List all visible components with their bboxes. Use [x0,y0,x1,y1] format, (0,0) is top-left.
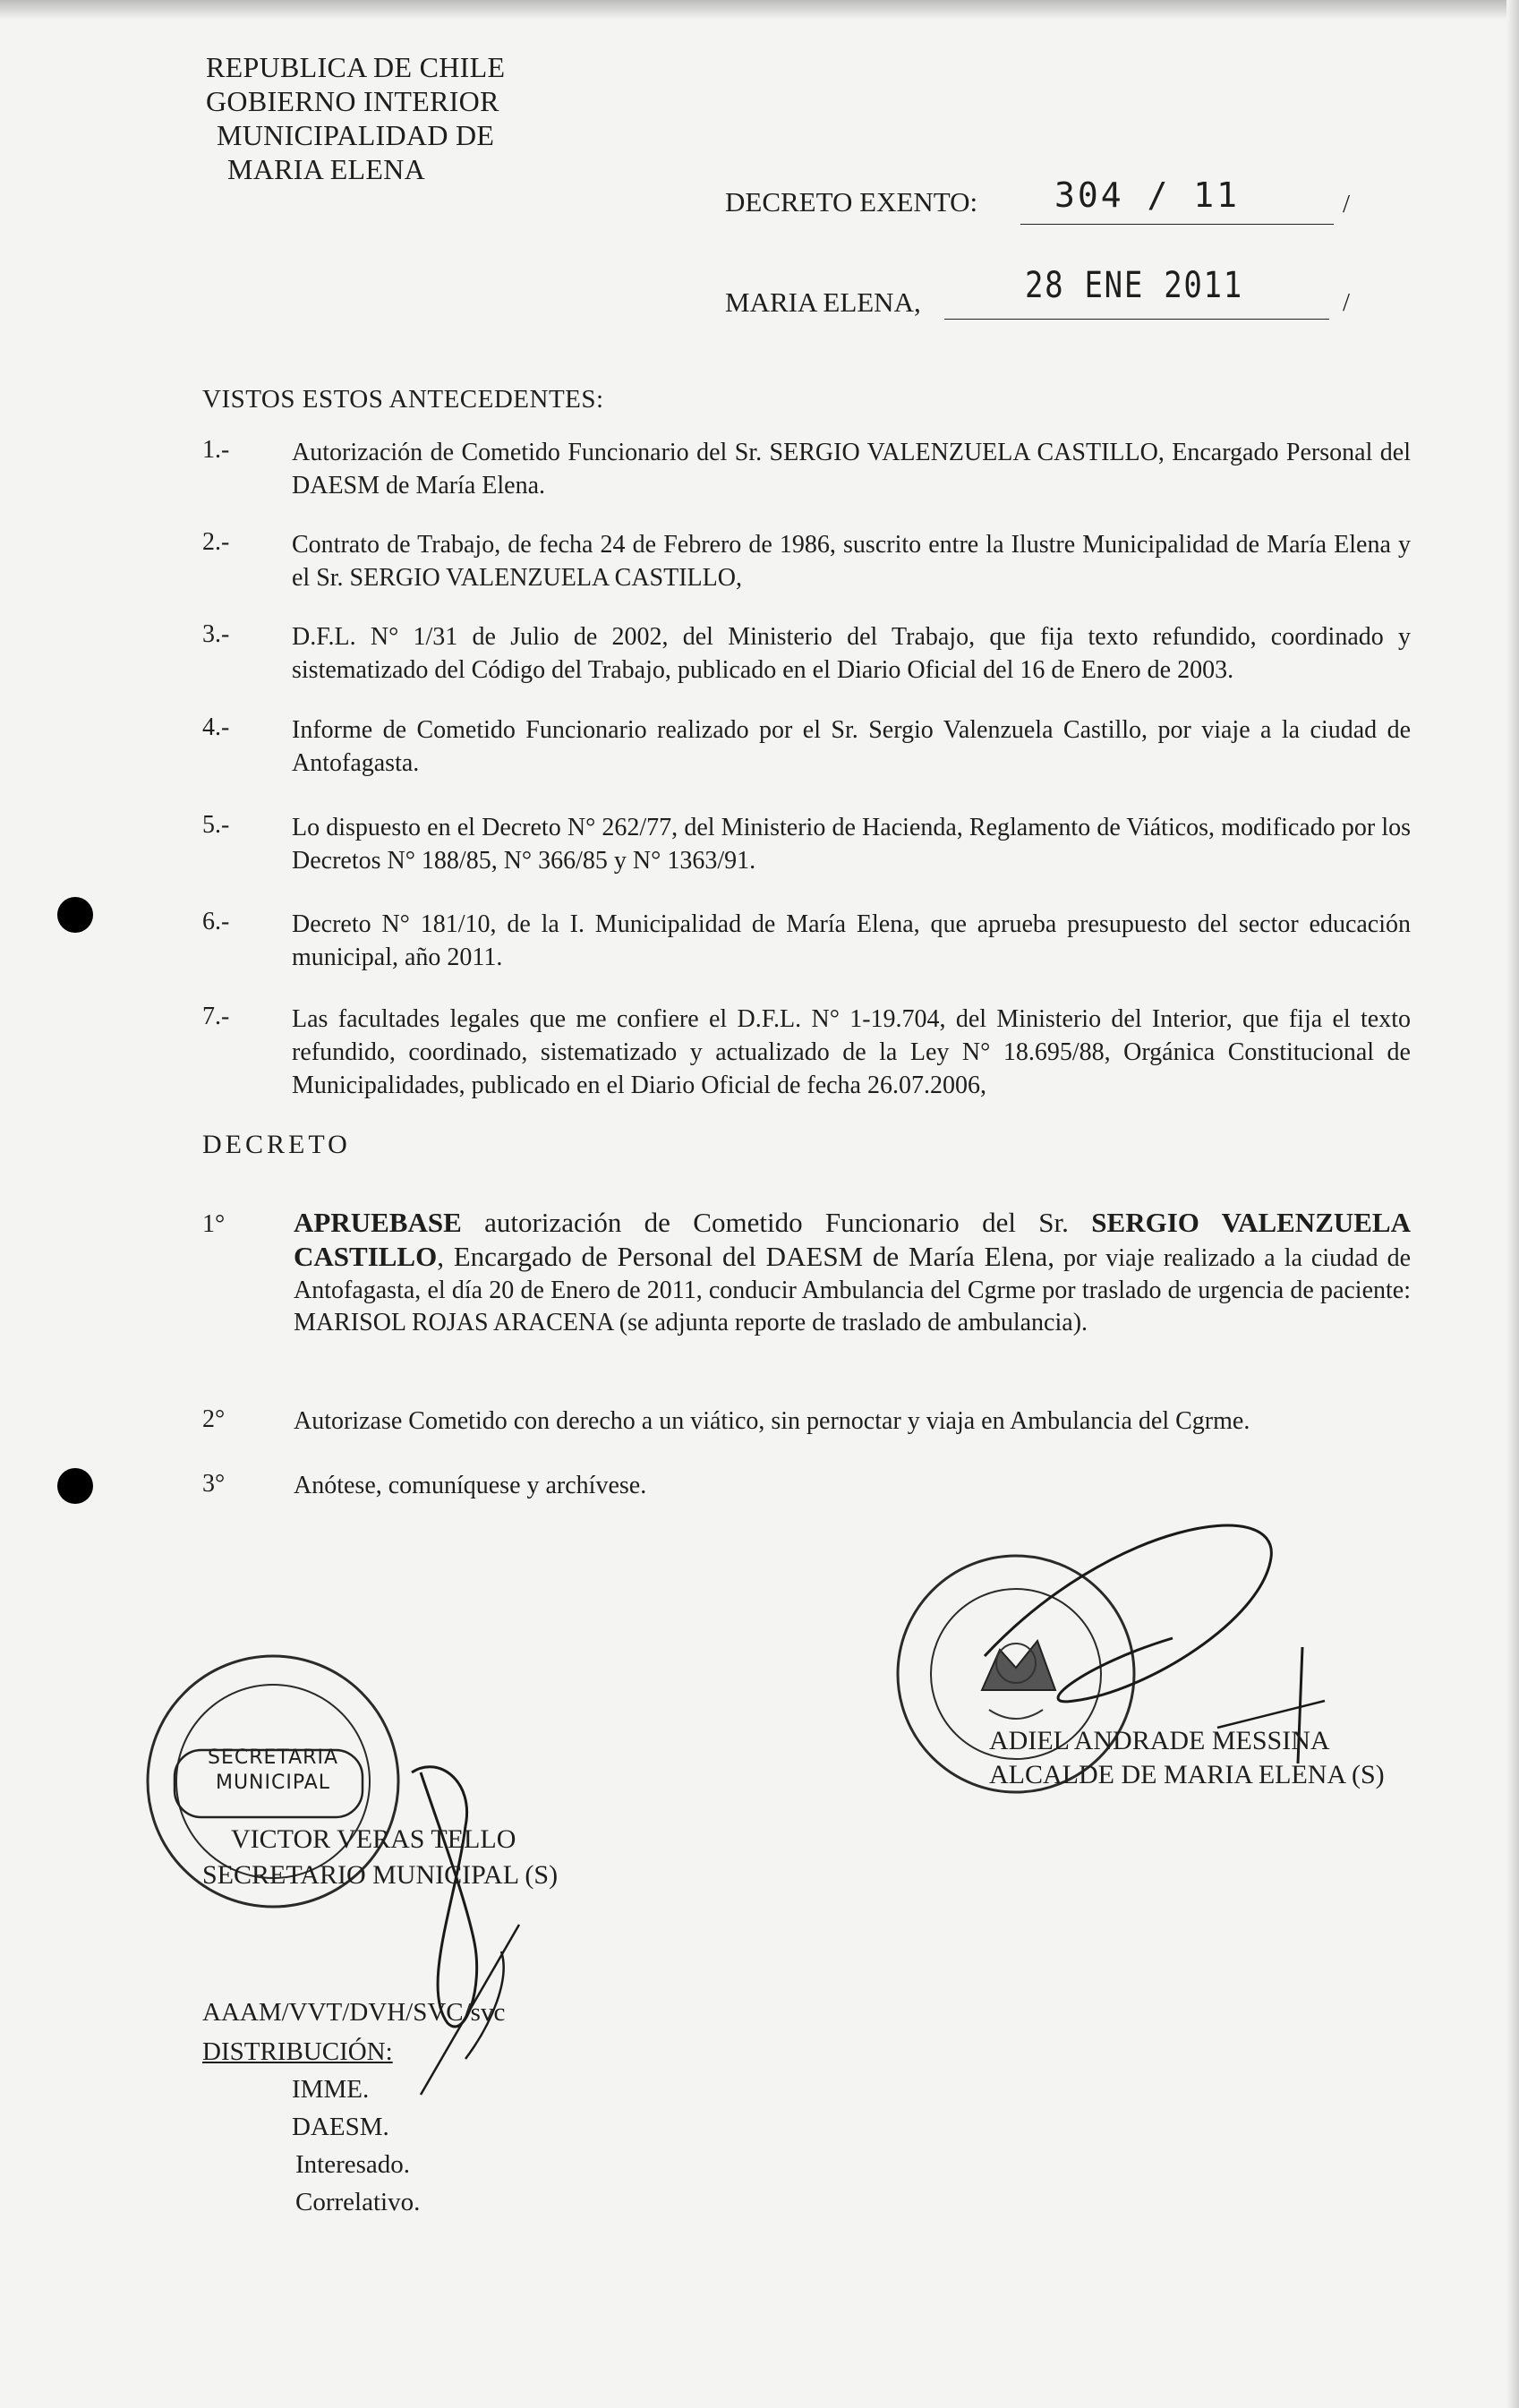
decreto-item-text [294,1207,1411,1339]
vistos-item-number: 3.- [202,620,230,648]
employee-role: , Encargado de Personal del DAESM de María Elena, [437,1241,1054,1272]
secretario-name: VICTOR VERAS TELLO [231,1824,516,1854]
vistos-item-text: Las facultades legales que me confiere el D.F.L. N° 1-19.704, del Ministerio del Interior, que fija el texto refundido, coordinado, sistematizado y actualizado de la Ley N° 18.695/88, Orgánica Constitucional de Municipalidades, publicado en el Diario Oficial de fecha 26.07.2006, [292,1005,1411,1099]
date-line [944,319,1329,320]
decreto-item-number: 1° [202,1210,226,1238]
date-slash: / [1343,288,1351,317]
alcalde-name: ADIEL ANDRADE MESSINA [989,1726,1330,1755]
vistos-item-text: Contrato de Trabajo, de fecha 24 de Febrero de 1986, suscrito entre la Ilustre Municipalidad de María Elena y el Sr. SERGIO VALENZUELA CASTILLO, [292,531,1411,592]
punch-hole-lower [57,1468,93,1504]
page-scan-edge-right [1506,0,1519,2408]
distribution-item: DAESM. [292,2113,389,2141]
decreto-title: DECRETO [202,1130,351,1159]
distribution-item: Interesado. [295,2150,411,2179]
reference-initials: AAAM/VVT/DVH/SVC/svc [202,1998,506,2027]
place-label: MARIA ELENA, [725,286,921,318]
secretaria-stamp-inner-text: SECRETARIA MUNICIPAL [207,1746,339,1794]
vistos-item-text: D.F.L. N° 1/31 de Julio de 2002, del Ministerio del Trabajo, que fija texto refundido, coordinado y sistematizado del Código del Trabajo, publicado en el Diario Oficial del 16 de Enero de 2003. [292,623,1411,684]
punch-hole-upper [57,897,93,933]
employee-name: SERGIO VALENZUELA CASTILLO [294,1207,1411,1272]
header-republic: REPUBLICA DE CHILE [206,51,506,83]
vistos-item-number: 4.- [202,713,230,741]
decree-number-value: 304 / 11 [1054,175,1241,215]
decree-number-line [1020,224,1334,225]
approve-text: autorización de Cometido Funcionario del Sr. [461,1207,1092,1238]
vistos-item-text: Lo dispuesto en el Decreto N° 262/77, del Ministerio de Hacienda, Reglamento de Viáticos, modificado por los Decretos N° 188/85, N° 366/85 y N° 1363/91. [292,814,1411,875]
approve-keyword: APRUEBASE [294,1207,462,1238]
vistos-item-number: 7.- [202,1003,230,1030]
vistos-item-text: Decreto N° 181/10, de la I. Municipalidad de María Elena, que aprueba presupuesto del sector educación municipal, año 2011. [292,910,1411,971]
vistos-item-number: 5.- [202,811,230,839]
decreto-item-text: Anótese, comuníquese y archívese. [294,1472,647,1499]
distribution-item: IMME. [292,2075,370,2104]
alcalde-title: ALCALDE DE MARIA ELENA (S) [989,1760,1385,1789]
trip-details: por viaje realizado a la ciudad de Antofagasta, el día 20 de Enero de 2011, conducir Ambulancia del Cgrme por traslado de urgencia de paciente: MARISOL ROJAS ARACENA (se adjunta reporte de traslado de ambulancia). [294,1244,1411,1336]
vistos-item-text: Informe de Cometido Funcionario realizado por el Sr. Sergio Valenzuela Castillo, por viaje a la ciudad de Antofagasta. [292,716,1411,777]
vistos-item-number: 2.- [202,528,230,556]
vistos-title: VISTOS ESTOS ANTECEDENTES: [202,385,604,414]
header-city: MARIA ELENA [227,153,426,185]
distribution-label: DISTRIBUCIÓN: [202,2037,393,2066]
header-municipality: MUNICIPALIDAD DE [217,119,495,151]
header-government: GOBIERNO INTERIOR [206,85,499,117]
decreto-item-text: Autorizase Cometido con derecho a un viático, sin pernoctar y viaja en Ambulancia del Cgrme. [294,1407,1250,1435]
decree-number-label: DECRETO EXENTO: [725,186,978,218]
date-stamp: 28 ENE 2011 [1025,265,1243,306]
decreto-item-number: 3° [202,1470,226,1498]
page-scan-edge [0,0,1519,20]
secretario-title: SECRETARIO MUNICIPAL (S) [202,1860,559,1890]
vistos-item-number: 6.- [202,908,230,935]
decree-number-slash: / [1343,190,1351,218]
vistos-item-number: 1.- [202,436,230,464]
distribution-item: Correlativo. [295,2188,421,2216]
decreto-item-number: 2° [202,1405,226,1433]
vistos-item-text: Autorización de Cometido Funcionario del Sr. SERGIO VALENZUELA CASTILLO, Encargado Personal del DAESM de María Elena. [292,439,1411,500]
